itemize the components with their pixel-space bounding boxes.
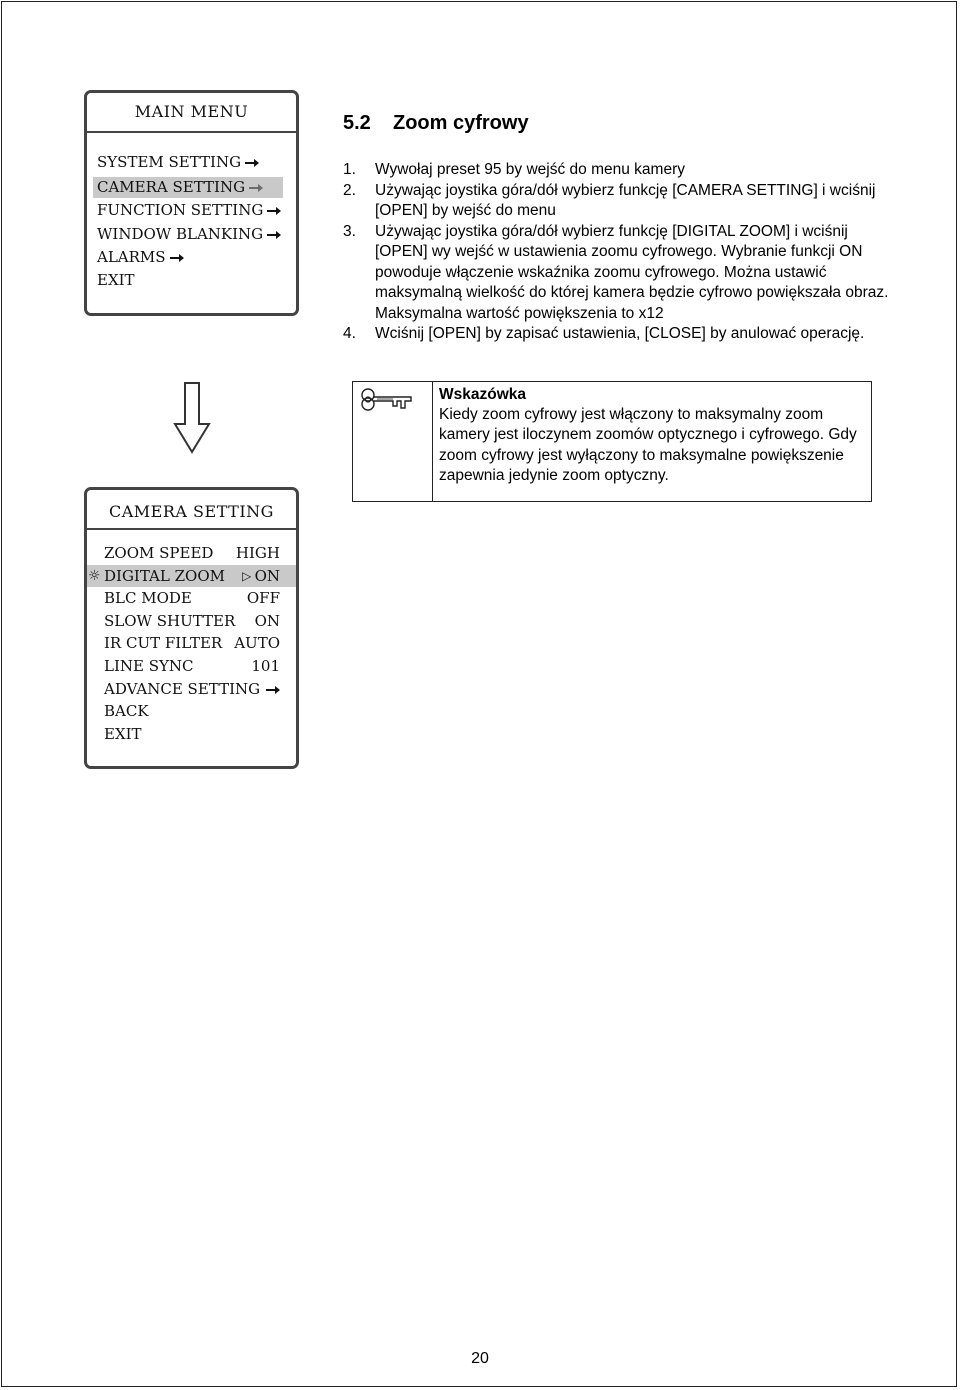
camera-item-zoom-speed[interactable]: ZOOM SPEED HIGH bbox=[104, 544, 280, 562]
slow-shutter-value: ON bbox=[254, 612, 280, 630]
down-arrow-icon bbox=[172, 382, 212, 454]
arrow-right-icon bbox=[249, 183, 263, 193]
list-item: 4. Wciśnij [OPEN] by zapisać ustawienia, [CLOSE] by anulować operację. bbox=[343, 325, 865, 342]
play-triangle-icon: ▷ bbox=[242, 569, 252, 583]
blc-mode-value: OFF bbox=[246, 589, 280, 607]
arrow-right-icon bbox=[266, 685, 280, 695]
main-menu-item-camera-setting[interactable]: CAMERA SETTING bbox=[93, 177, 283, 198]
main-menu-item-alarms[interactable]: ALARMS bbox=[97, 248, 184, 266]
steps-list bbox=[343, 160, 903, 345]
camera-menu-title-bar bbox=[87, 490, 296, 530]
tip-text: Kiedy zoom cyfrowy jest włączony to maksymalny zoom kamery jest iloczynem zoomów optycznego i cyfrowego. Gdy zoom cyfrowy jest wyłączony to maksymalne powiększenie zapewnia jedynie zoom optyczny. bbox=[439, 406, 857, 484]
camera-setting-panel bbox=[84, 487, 299, 769]
section-heading bbox=[343, 112, 529, 135]
digital-zoom-value: ON bbox=[254, 567, 280, 585]
main-menu-panel bbox=[84, 90, 299, 316]
tip-title: Wskazówka bbox=[439, 386, 527, 403]
camera-item-advance-setting[interactable]: ADVANCE SETTING bbox=[104, 680, 294, 698]
camera-item-blc-mode[interactable]: BLC MODE OFF bbox=[104, 589, 280, 607]
arrow-right-icon bbox=[245, 158, 259, 168]
tip-content bbox=[439, 385, 859, 486]
main-menu-item-window-blanking[interactable]: WINDOW BLANKING bbox=[97, 225, 281, 243]
tip-divider bbox=[432, 382, 433, 501]
arrow-right-icon bbox=[267, 230, 281, 240]
main-menu-item-exit[interactable]: EXIT bbox=[97, 271, 135, 289]
camera-menu-title: CAMERA SETTING bbox=[109, 502, 274, 521]
camera-item-ir-cut-filter[interactable]: IR CUT FILTER AUTO bbox=[104, 634, 280, 652]
tip-box bbox=[352, 381, 872, 502]
main-menu-title-bar bbox=[87, 93, 296, 133]
gear-icon: ☼ bbox=[88, 568, 101, 584]
key-icon bbox=[359, 386, 415, 412]
camera-item-exit[interactable]: EXIT bbox=[104, 725, 142, 743]
main-menu-item-system-setting[interactable]: SYSTEM SETTING bbox=[97, 153, 259, 171]
list-item: 2. Używając joystika góra/dół wybierz funkcję [CAMERA SETTING] i wciśnij [OPEN] by wejść do menu bbox=[343, 181, 876, 219]
section-title: Zoom cyfrowy bbox=[393, 112, 529, 134]
camera-item-back[interactable]: BACK bbox=[104, 702, 149, 720]
main-menu-item-function-setting[interactable]: FUNCTION SETTING bbox=[97, 201, 281, 219]
list-item: 3. Używając joystika góra/dół wybierz funkcję [DIGITAL ZOOM] i wciśnij [OPEN] wy wejść w ustawienia zoomu cyfrowego. Wybranie funkcji ON powoduje włączenie wskaźnika zoomu cyfrowego. Można ustawić maksymalną wielkość do której kamera będzie cyfrowo powiększała obraz. Maksymalna wartość powiększenia to x12 bbox=[343, 222, 889, 322]
camera-item-digital-zoom[interactable]: ☼ DIGITAL ZOOM ▷ ON bbox=[87, 565, 296, 587]
arrow-right-icon bbox=[170, 253, 184, 263]
camera-item-slow-shutter[interactable]: SLOW SHUTTER ON bbox=[104, 612, 280, 630]
ir-cut-filter-value: AUTO bbox=[234, 634, 280, 652]
page-number: 20 bbox=[471, 1350, 489, 1367]
arrow-right-icon bbox=[267, 206, 281, 216]
main-menu-title: MAIN MENU bbox=[134, 102, 249, 121]
section-number: 5.2 bbox=[343, 112, 371, 134]
camera-item-line-sync[interactable]: LINE SYNC 101 bbox=[104, 657, 280, 675]
line-sync-value: 101 bbox=[251, 657, 280, 675]
zoom-speed-value: HIGH bbox=[235, 544, 280, 562]
list-item: 1. Wywołaj preset 95 by wejść do menu kamery bbox=[343, 161, 685, 178]
